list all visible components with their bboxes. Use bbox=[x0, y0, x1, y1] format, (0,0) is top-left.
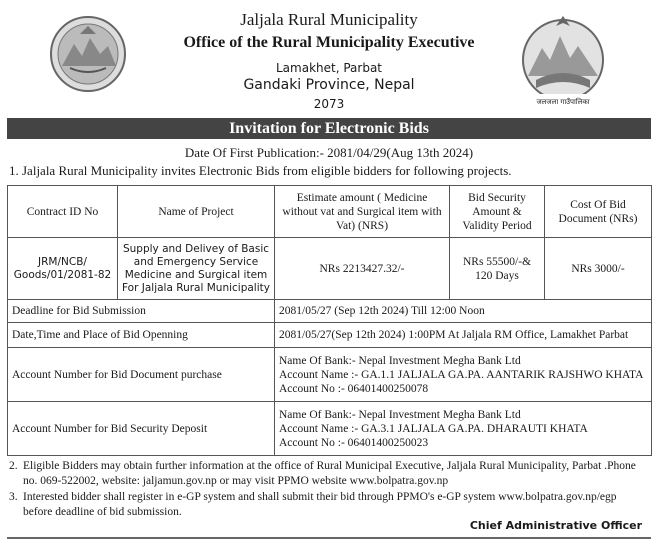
purchase-account-details bbox=[275, 348, 652, 402]
table-header-row bbox=[8, 186, 652, 238]
project-name: Supply and Delivey of Basic and Emergency Service Medicine and Surgical item For Jaljala Rural Municipality bbox=[118, 238, 275, 300]
note-number: 3. bbox=[9, 491, 18, 503]
office-location: Lamakhet, Parbat bbox=[275, 61, 382, 75]
note-item bbox=[9, 490, 649, 520]
deposit-account-number: Account No :- 06401400250023 bbox=[279, 436, 429, 449]
bid-cost: NRs 3000/- bbox=[545, 238, 652, 300]
logo-caption: जलजला गाउँपालिका bbox=[536, 98, 590, 106]
publication-date: Date Of First Publication:- 2081/04/29(Aug 13th 2024) bbox=[184, 145, 474, 160]
table-row bbox=[8, 300, 652, 323]
purchase-account-number: Account No :- 06401400250078 bbox=[279, 382, 429, 395]
header-bid-cost: Cost Of Bid Document (NRs) bbox=[545, 186, 652, 238]
deposit-account-label: Account Number for Bid Security Deposit bbox=[8, 402, 275, 456]
office-name: Office of the Rural Municipality Executive bbox=[183, 34, 475, 51]
bid-table bbox=[7, 185, 652, 456]
notice-header bbox=[0, 0, 658, 118]
intro-text: 1. Jaljala Rural Municipality invites Electronic Bids from eligible bidders for following projects. bbox=[9, 163, 512, 178]
header-project-name: Name of Project bbox=[118, 186, 275, 238]
deadline-label: Deadline for Bid Submission bbox=[8, 300, 275, 323]
header-estimate: Estimate amount ( Medicine without vat and Surgical item with Vat) (NRS) bbox=[275, 186, 450, 238]
estimate-amount: NRs 2213427.32/- bbox=[275, 238, 450, 300]
table-row bbox=[8, 238, 652, 300]
deposit-account-name: Account Name :- GA.3.1 JALJALA GA.PA. DHARAUTI KHATA bbox=[279, 422, 588, 435]
deposit-account-details bbox=[275, 402, 652, 456]
purchase-account-label: Account Number for Bid Document purchase bbox=[8, 348, 275, 402]
purchase-bank: Name Of Bank:- Nepal Investment Megha Bank Ltd bbox=[279, 354, 521, 367]
contract-id: JRM/NCB/ Goods/01/2081-82 bbox=[8, 238, 118, 300]
opening-value: 2081/05/27(Sep 12th 2024) 1:00PM At Jaljala RM Office, Lamakhet Parbat bbox=[275, 323, 652, 348]
header-bid-security: Bid Security Amount & Validity Period bbox=[450, 186, 545, 238]
establishment-year: 2073 bbox=[313, 97, 345, 111]
note-item bbox=[9, 459, 649, 489]
banner-title: Invitation for Electronic Bids bbox=[7, 118, 651, 139]
purchase-account-name: Account Name :- GA.1.1 JALJALA GA.PA. AANTARIK RAJSHWO KHATA bbox=[279, 368, 644, 381]
table-row bbox=[8, 402, 652, 456]
deposit-bank: Name Of Bank:- Nepal Investment Megha Bank Ltd bbox=[279, 408, 521, 421]
municipality-logo-icon bbox=[520, 14, 606, 110]
note-text: Eligible Bidders may obtain further information at the office of Rural Municipal Executive, Jaljala Rural Municipality, Parbat .Phone no. 069-522002, website: jaljamun.gov.np or may visit PPMO website www.bolpatra.gov.np bbox=[23, 460, 636, 487]
deadline-value: 2081/05/27 (Sep 12th 2024) Till 12:00 Noon bbox=[275, 300, 652, 323]
signature-title: Chief Administrative Officer bbox=[469, 519, 642, 532]
table-row bbox=[8, 348, 652, 402]
bid-security: NRs 55500/-& 120 Days bbox=[450, 238, 545, 300]
note-text: Interested bidder shall register in e-GP system and shall submit their bid through PPMO's e-GP system www.bolpatra.gov.np/egp before deadline of bid submission. bbox=[23, 491, 617, 518]
header-contract-id: Contract ID No bbox=[8, 186, 118, 238]
bottom-divider bbox=[7, 537, 651, 539]
municipality-name: Jaljala Rural Municipality bbox=[240, 10, 418, 29]
note-number: 2. bbox=[9, 460, 18, 472]
province-name: Gandaki Province, Nepal bbox=[243, 77, 415, 93]
opening-label: Date,Time and Place of Bid Openning bbox=[8, 323, 275, 348]
table-row bbox=[8, 323, 652, 348]
